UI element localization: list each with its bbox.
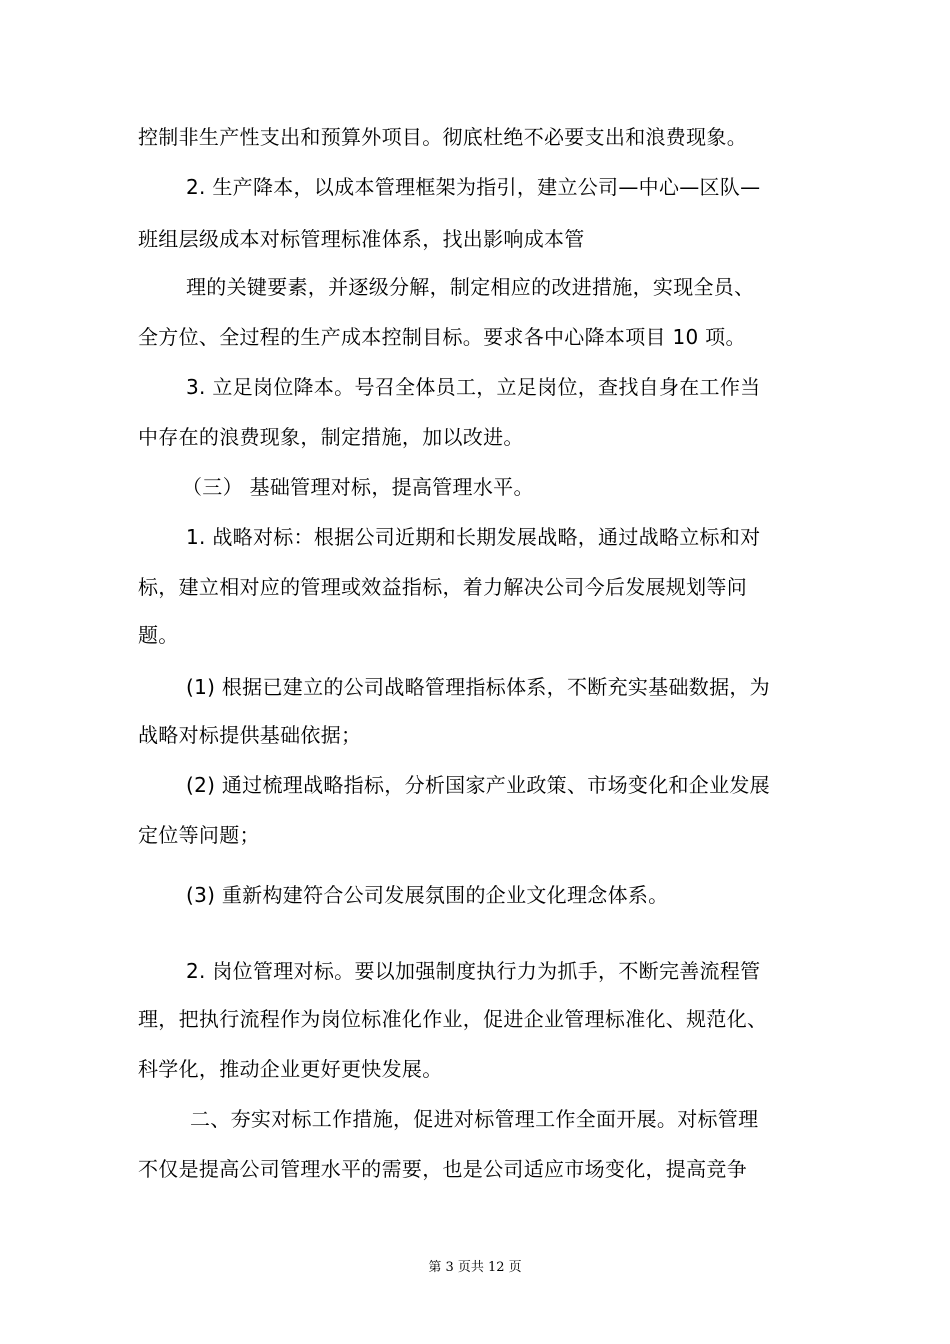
- text-line: 标，建立相对应的管理或效益指标，着力解决公司今后发展规划等问: [138, 575, 747, 599]
- text-line: (1) 根据已建立的公司战略管理指标体系，不断充实基础数据，为: [186, 675, 770, 699]
- text-line: 理的关键要素，并逐级分解，制定相应的改进措施，实现全员、: [186, 275, 755, 299]
- text-line: 二、夯实对标工作措施，促进对标管理工作全面开展。对标管理: [190, 1107, 759, 1131]
- text-line: (2) 通过梳理战略指标，分析国家产业政策、市场变化和企业发展: [186, 773, 770, 797]
- text-line: 2. 岗位管理对标。要以加强制度执行力为抓手，不断完善流程管: [186, 959, 761, 983]
- text-line: 班组层级成本对标管理标准体系，找出影响成本管: [138, 227, 585, 251]
- text-line: 题。: [138, 623, 179, 647]
- text-line: 2. 生产降本，以成本管理框架为指引，建立公司—中心—区队—: [186, 175, 761, 199]
- text-line: 中存在的浪费现象，制定措施，加以改进。: [138, 425, 524, 449]
- text-line: 科学化，推动企业更好更快发展。: [138, 1057, 443, 1081]
- text-line: 控制非生产性支出和预算外项目。彻底杜绝不必要支出和浪费现象。: [138, 125, 747, 149]
- text-line: 3. 立足岗位降本。号召全体员工，立足岗位，查找自身在工作当: [186, 375, 761, 399]
- text-line: (3) 重新构建符合公司发展氛围的企业文化理念体系。: [186, 883, 669, 907]
- text-line: 1. 战略对标：根据公司近期和长期发展战略，通过战略立标和对: [186, 525, 761, 549]
- text-line: 全方位、全过程的生产成本控制目标。要求各中心降本项目 10 项。: [138, 325, 746, 349]
- text-line: 理，把执行流程作为岗位标准化作业，促进企业管理标准化、规范化、: [138, 1007, 768, 1031]
- text-line: 不仅是提高公司管理水平的需要，也是公司适应市场变化，提高竞争: [138, 1157, 747, 1181]
- page-number-footer: 第 3 页共 12 页: [428, 1260, 522, 1275]
- text-line: 定位等问题；: [138, 823, 260, 847]
- text-line: 战略对标提供基础依据；: [138, 723, 362, 747]
- section-heading: （三） 基础管理对标，提高管理水平。: [182, 475, 534, 499]
